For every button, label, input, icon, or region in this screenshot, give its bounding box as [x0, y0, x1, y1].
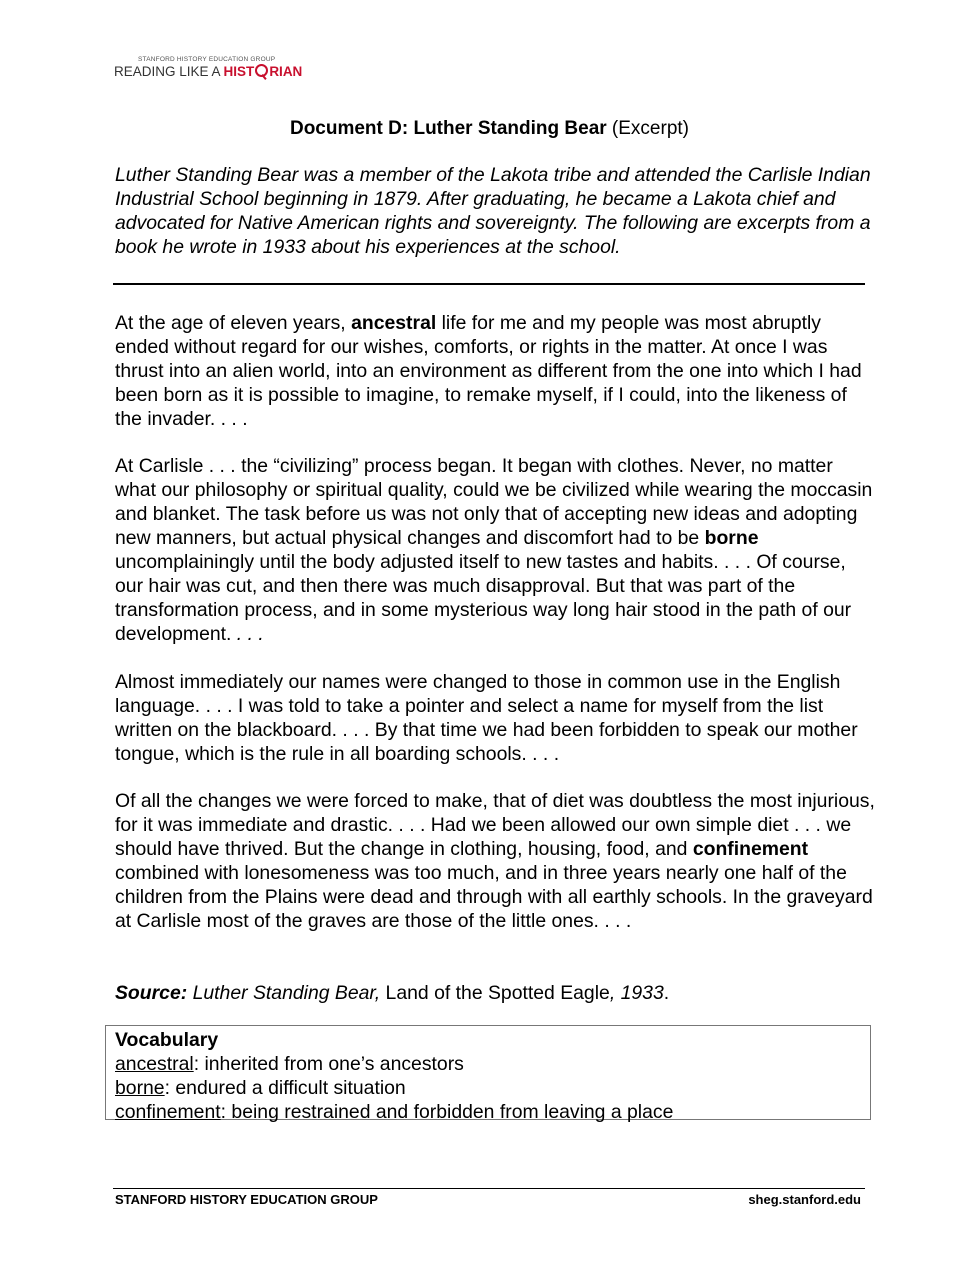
paragraph-1-text-a: At the age of eleven years,: [115, 312, 352, 334]
magnifier-icon: [255, 64, 268, 77]
logo-hist: HIST: [223, 64, 255, 79]
vocab-definition: : endured a difficult situation: [164, 1077, 406, 1099]
vocab-definition: : being restrained and forbidden from leaving a place: [220, 1101, 674, 1123]
paragraph-2-ellipsis: . . .: [231, 623, 264, 645]
source-citation: [115, 981, 669, 1005]
document-title-rest: (Excerpt): [606, 118, 690, 139]
source-year: , 1933: [609, 982, 664, 1004]
vocab-item: [115, 1100, 861, 1124]
term-borne: borne: [704, 527, 759, 549]
paragraph-1-text-b: life for me and my people was most abruptly ended without regard for our wishes, comforts, or rights in the matter. At once I was thrust into an alien world, into an environment as different from the one into which I had been born as it is possible to imagine, to remake myself, if I could, into the likeness of the invader. . . .: [115, 312, 862, 430]
paragraph-4-text-a: Of all the changes we were forced to make, that of diet was doubtless the most injurious, for it was immediate and drastic. . . . Had we been allowed our own simple diet . . . we should have thrived. But the change in clothing, housing, food, and: [115, 790, 875, 860]
paragraph-4-text-b: combined with lonesomeness was too much, and in three years nearly one half of the children from the Plains were dead and through with all earthly schools. In the graveyard at Carlisle most of the graves are those of the little ones. . . .: [115, 862, 873, 932]
vocab-item: [115, 1052, 861, 1076]
vocab-term: ancestral: [115, 1053, 194, 1075]
vocab-definition: : inherited from one’s ancestors: [193, 1053, 464, 1075]
divider: [113, 283, 865, 285]
document-title-bold: Document D: Luther Standing Bear: [289, 118, 607, 139]
source-book: Land of the Spotted Eagle: [380, 982, 610, 1004]
paragraph-3: Almost immediately our names were changed to those in common use in the English language. . . . I was told to take a pointer and select a name for myself from the list written on the blackboard. . . . By that time we had been forbidden to speak our mother tongue, which is the rule in all boarding schools. . . .: [115, 671, 858, 765]
paragraph-2-text-b: uncomplainingly until the body adjusted itself to new tastes and habits. . . . Of course, our hair was cut, and then there was much disapproval. But that was part of the transformation process, and in some mysterious way long hair stood in the path of our development.: [115, 551, 852, 645]
logo-rian: RIAN: [269, 64, 303, 79]
logo-main-text: [114, 64, 302, 80]
footer-organization: STANFORD HISTORY EDUCATION GROUP: [115, 1192, 378, 1207]
source-label: Source:: [115, 982, 188, 1004]
vocabulary-box: [105, 1025, 871, 1123]
source-end: .: [663, 982, 670, 1004]
document-title: [0, 117, 979, 141]
paragraph-2: [115, 454, 875, 646]
paragraph-4: [115, 789, 875, 933]
paragraph-1: [115, 311, 875, 431]
vocab-term: confinement: [115, 1101, 221, 1123]
vocab-item: [115, 1076, 861, 1100]
intro-text: Luther Standing Bear was a member of the Lakota tribe and attended the Carlisle Indian Industrial School beginning in 1879. After graduating, he became a Lakota chief and advocated for Native American rights and sovereignty. The following are excerpts from a book he wrote in 1933 about his experiences at the school.: [115, 164, 871, 258]
sheg-logo: [114, 56, 302, 80]
term-ancestral: ancestral: [351, 312, 437, 334]
source-author: Luther Standing Bear,: [187, 982, 381, 1004]
vocabulary-heading: Vocabulary: [115, 1029, 219, 1051]
logo-top-text: STANFORD HISTORY EDUCATION GROUP: [138, 56, 276, 63]
vocab-term: borne: [115, 1077, 165, 1099]
paragraph-2-text-a: At Carlisle . . . the “civilizing” process began. It began with clothes. Never, no matter what our philosophy or spiritual quality, could we be civilized while wearing the moccasin and blanket. The task before us was not only that of accepting new ideas and adopting new manners, but actual physical changes and discomfort had to be: [115, 455, 873, 549]
footer-website[interactable]: sheg.stanford.edu: [748, 1192, 861, 1207]
footer-divider: [113, 1188, 865, 1189]
term-confinement: confinement: [692, 838, 809, 860]
logo-prefix: READING LIKE A: [114, 64, 224, 79]
